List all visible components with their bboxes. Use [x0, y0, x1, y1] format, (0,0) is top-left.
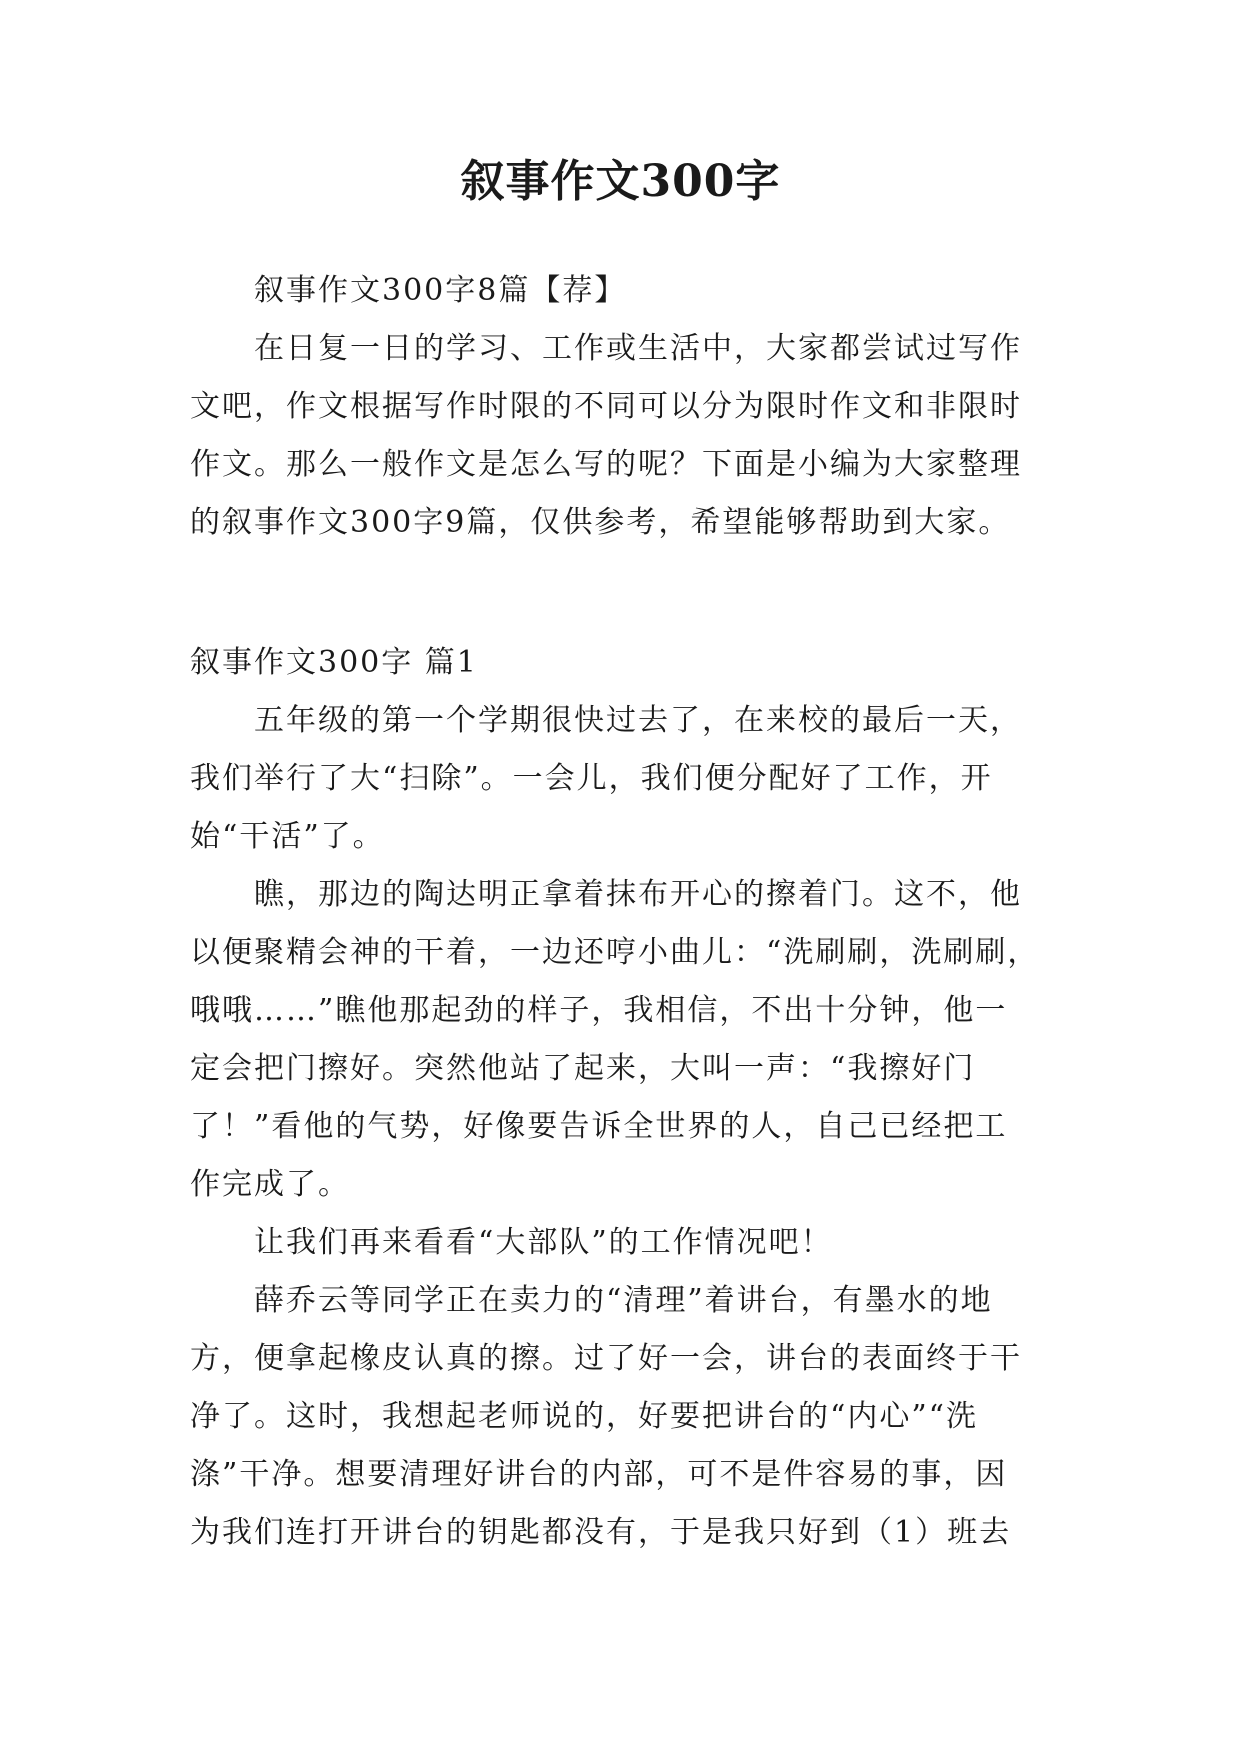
- document-title: 叙事作文300字: [460, 156, 781, 207]
- paragraph-line: 定会把门擦好。突然他站了起来，大叫一声：“我擦好门: [190, 1051, 976, 1086]
- intro-block: [190, 262, 1050, 552]
- paragraph-line: 以便聚精会神的干着，一边还哼小曲儿：“洗刷刷，洗刷刷，: [190, 935, 1040, 970]
- paragraph-line: 了！”看他的气势，好像要告诉全世界的人，自己已经把工: [190, 1109, 1008, 1144]
- section-heading: 叙事作文300字 篇1: [190, 645, 478, 680]
- section-1: [190, 634, 1050, 1562]
- paragraph-line: 薛乔云等同学正在卖力的“清理”着讲台，有墨水的地: [254, 1283, 993, 1318]
- intro-subtitle: 叙事作文300字8篇【荐】: [254, 273, 627, 308]
- paragraph-line: 始“干活”了。: [190, 819, 385, 854]
- paragraph-line: 方，便拿起橡皮认真的擦。过了好一会，讲台的表面终于干: [190, 1341, 1022, 1376]
- paragraph-line: 瞧，那边的陶达明正拿着抹布开心的擦着门。这不，他: [254, 877, 1022, 912]
- paragraph-line: 涤”干净。想要清理好讲台的内部，可不是件容易的事，因: [190, 1457, 1008, 1492]
- paragraph-line: 我们举行了大“扫除”。一会儿，我们便分配好了工作，开: [190, 761, 993, 796]
- paragraph-line: 哦哦……”瞧他那起劲的样子，我相信，不出十分钟，他一: [190, 993, 1008, 1028]
- paragraph-line: 作完成了。: [190, 1167, 350, 1202]
- paragraph-line: 五年级的第一个学期很快过去了，在来校的最后一天，: [254, 703, 1022, 738]
- intro-line: 的叙事作文300字9篇，仅供参考，希望能够帮助到大家。: [190, 505, 1011, 540]
- paragraph-line: 净了。这时，我想起老师说的，好要把讲台的“内心”“洗: [190, 1399, 979, 1434]
- intro-line: 在日复一日的学习、工作或生活中，大家都尝试过写作: [254, 331, 1022, 366]
- intro-line: 文吧，作文根据写作时限的不同可以分为限时作文和非限时: [190, 389, 1022, 424]
- paragraph-line: 让我们再来看看“大部队”的工作情况吧！: [254, 1225, 833, 1260]
- intro-line: 作文。那么一般作文是怎么写的呢？下面是小编为大家整理: [190, 447, 1022, 482]
- paragraph-line: 为我们连打开讲台的钥匙都没有，于是我只好到（1）班去: [190, 1515, 1012, 1550]
